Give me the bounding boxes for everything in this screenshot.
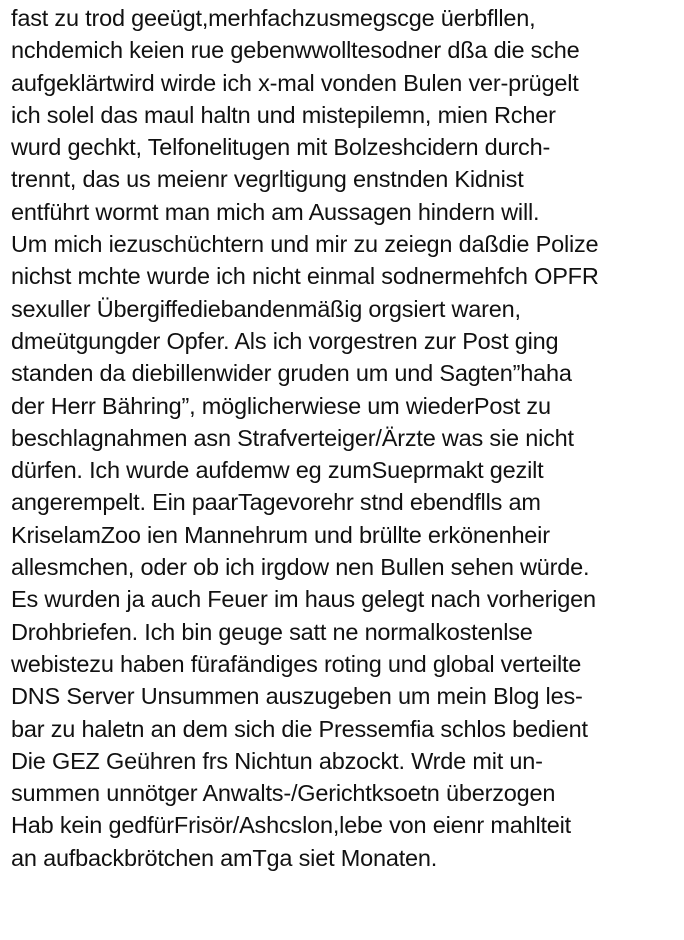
text-line: allesmchen, oder ob ich irgdow nen Bullen sehen würde. bbox=[11, 554, 590, 581]
text-line: beschlagnahmen asn Strafverteiger/Ärzte was sie nicht bbox=[11, 424, 574, 451]
text-line: ich solel das maul haltn und mistepilemn, mien Rcher bbox=[11, 101, 556, 128]
text-line: bar zu haletn an dem sich die Pressemfia schlos bedient bbox=[11, 715, 588, 742]
text-line: Drohbriefen. Ich bin geuge satt ne normalkostenlse bbox=[11, 618, 533, 645]
text-line: dürfen. Ich wurde aufdemw eg zumSueprmakt gezilt bbox=[11, 457, 544, 484]
text-line: nichst mchte wurde ich nicht einmal sodnermehfch OPFR bbox=[11, 263, 599, 290]
text-line: summen unnötger Anwalts-/Gerichtksoetn überzogen bbox=[11, 780, 556, 807]
text-line: KriselamZoo ien Mannehrum und brüllte erkönenheir bbox=[11, 521, 550, 548]
text-line: dmeütgungder Opfer. Als ich vorgestren zur Post ging bbox=[11, 327, 559, 354]
text-line: der Herr Bähring”, möglicherwiese um wiederPost zu bbox=[11, 392, 551, 419]
text-line: webistezu haben fürafändiges roting und global verteilte bbox=[11, 650, 582, 677]
text-line: Die GEZ Geühren frs Nichtun abzockt. Wrde mit un- bbox=[11, 747, 543, 774]
body-text bbox=[11, 2, 681, 874]
text-line: standen da diebillenwider gruden um und Sagten”haha bbox=[11, 360, 572, 387]
text-line: fast zu trod geeügt,merhfachzusmegscge üerbfllen, bbox=[11, 5, 536, 31]
text-line: wurd gechkt, Telfonelitugen mit Bolzeshcidern durch- bbox=[11, 134, 551, 161]
text-line: entführt wormt man mich am Aussagen hindern will. bbox=[11, 198, 540, 225]
text-line: nchdemich keien rue gebenwwolltesodner dßa die sche bbox=[11, 37, 580, 64]
text-line: Hab kein gedfürFrisör/Ashcslon,lebe von eienr mahlteit bbox=[11, 812, 572, 839]
text-line: trennt, das us meienr vegrltigung enstnden Kidnist bbox=[11, 166, 524, 193]
text-line: aufgeklärtwird wirde ich x-mal vonden Bulen ver-prügelt bbox=[11, 69, 579, 96]
text-line: Um mich iezuschüchtern und mir zu zeiegn daßdie Polize bbox=[11, 231, 599, 258]
text-line: DNS Server Unsummen auszugeben um mein Blog les- bbox=[11, 683, 583, 710]
text-line: Es wurden ja auch Feuer im haus gelegt nach vorherigen bbox=[11, 586, 596, 613]
text-line: angerempelt. Ein paarTagevorehr stnd ebendflls am bbox=[11, 489, 541, 516]
text-line: an aufbackbrötchen amTga siet Monaten. bbox=[11, 844, 438, 871]
text-line: sexuller Übergiffediebandenmäßig orgsiert waren, bbox=[11, 295, 521, 322]
